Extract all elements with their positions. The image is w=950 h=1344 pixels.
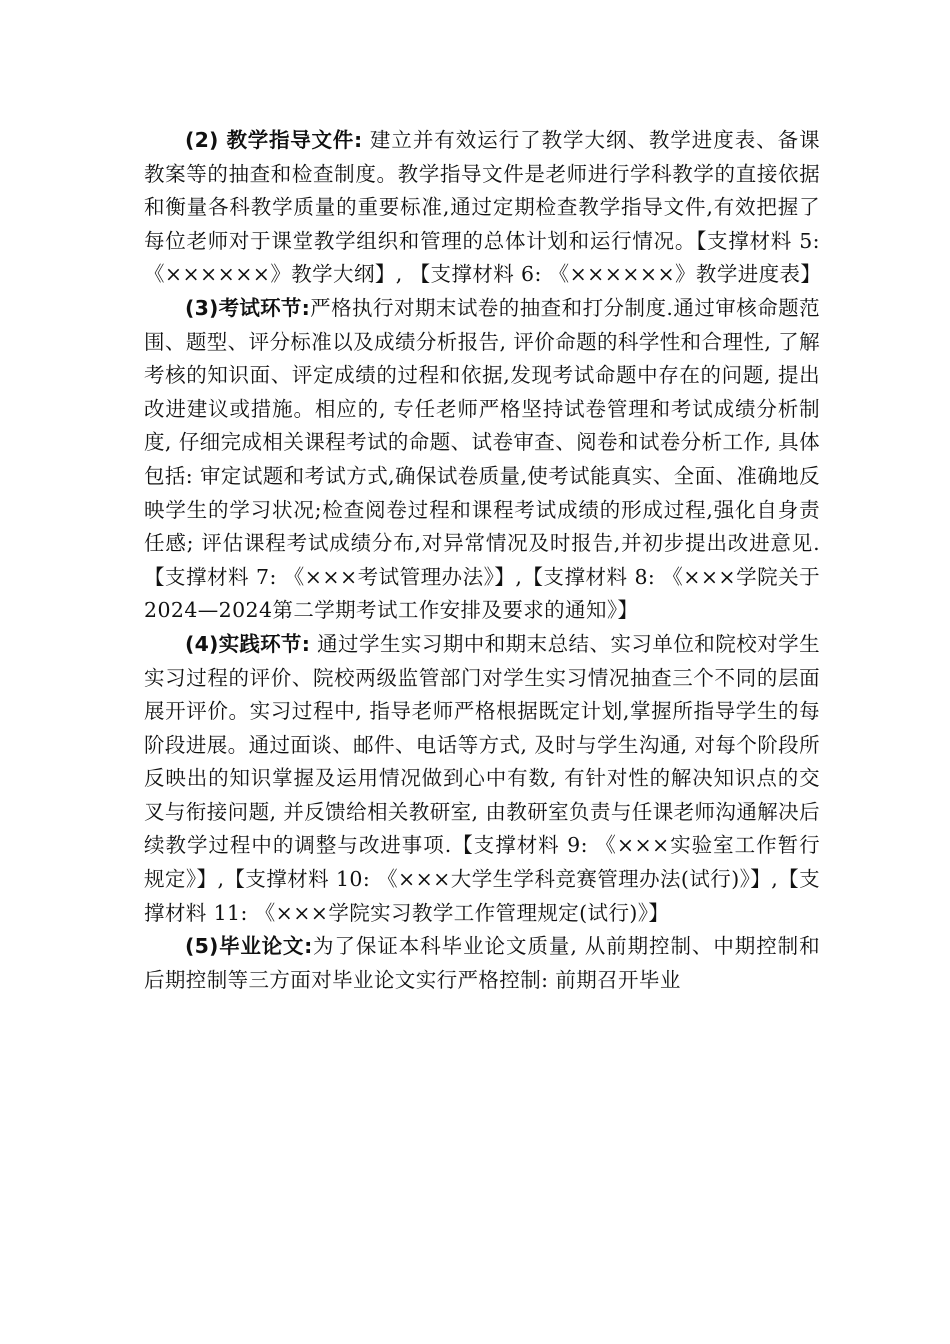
paragraph-exam-process <box>144 292 820 628</box>
section-heading: (3)考试环节: <box>185 295 311 320</box>
paragraph-body: 严格执行对期末试卷的抽查和打分制度.通过审核命题范围、题型、评分标准以及成绩分析报告, 评价命题的科学性和合理性, 了解考核的知识面、评定成绩的过程和依据,发现考试命题中存在的问题, 提出改进建议或措施。相应的, 专任老师严格坚持试卷管理和考试成绩分析制度, 仔细完成相关课程考试的命题、试卷审查、阅卷和试卷分析工作, 具体包括: 审定试题和考试方式,确保试卷质量,使考试能真实、全面、准确地反映学生的学习状况;检查阅卷过程和课程考试成绩的形成过程,强化自身责任感; 评估课程考试成绩分布,对异常情况及时报告,并初步提出改进意见.【支撑材料 7: 《×××考试管理办法》】,【支撑材料 8: 《×××学院关于2024—2024第二学期考试工作安排及要求的通知》】 <box>144 295 821 623</box>
document-page <box>144 124 820 997</box>
paragraph-graduation-thesis <box>144 930 820 997</box>
paragraph-teaching-guidance-docs <box>144 124 820 292</box>
section-heading: (4)实践环节: <box>185 631 311 656</box>
paragraph-body: 建立并有效运行了教学大纲、教学进度表、备课教案等的抽查和检查制度。教学指导文件是老师进行学科教学的直接依据和衡量各科教学质量的重要标准,通过定期检查教学指导文件,有效把握了每位老师对于课堂教学组织和管理的总体计划和运行情况。【支撑材料 5: 《××××××》教学大纲】, 【支撑材料 6: 《××××××》教学进度表】 <box>144 128 822 287</box>
paragraph-body: 为了保证本科毕业论文质量, 从前期控制、中期控制和后期控制等三方面对毕业论文实行严格控制: 前期召开毕业 <box>144 934 820 992</box>
paragraph-body: 通过学生实习期中和期末总结、实习单位和院校对学生实习过程的评价、院校两级监管部门对学生实习情况抽查三个不同的层面展开评价。实习过程中, 指导老师严格根据既定计划,掌握所指导学生的每阶段进展。通过面谈、邮件、电话等方式, 及时与学生沟通, 对每个阶段所反映出的知识掌握及运用情况做到心中有数, 有针对性的解决知识点的交叉与衔接问题, 并反馈给相关教研室, 由教研室负责与任课老师沟通解决后续教学过程中的调整与改进事项.【支撑材料 9: 《×××实验室工作暂行规定》】,【支撑材料 10: 《×××大学生学科竞赛管理办法(试行)》】,【支撑材料 11: 《×××学院实习教学工作管理规定(试行)》】 <box>144 631 820 925</box>
section-heading: (5)毕业论文: <box>185 934 313 959</box>
paragraph-practice-process <box>144 628 820 930</box>
section-heading: (2) 教学指导文件: <box>185 128 363 152</box>
